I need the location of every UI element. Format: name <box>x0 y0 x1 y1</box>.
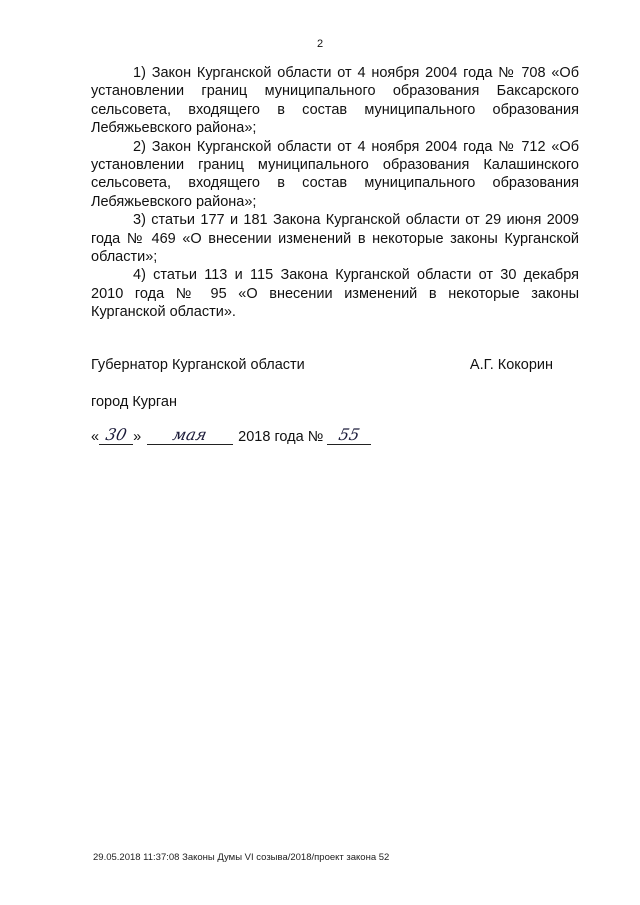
close-quote: » <box>133 429 142 445</box>
date-line <box>91 426 371 445</box>
footer-file-path: 29.05.2018 11:37:08 Законы Думы VI созыва/2018/проект закона 52 <box>93 852 390 863</box>
list-item-4: 4) статьи 113 и 115 Закона Курганской области от 30 декабря 2010 года № 95 «О внесении изменений в некоторые законы Курганской области». <box>91 267 579 321</box>
open-quote: « <box>91 429 100 445</box>
signatory-name: А.Г. Кокорин <box>469 357 553 373</box>
handwritten-month: мая <box>171 425 209 444</box>
page-number: 2 <box>316 38 324 50</box>
month-field <box>147 426 233 445</box>
year-text: 2018 года № <box>238 429 324 445</box>
handwritten-number: 55 <box>337 425 362 444</box>
list-item-1: 1) Закон Курганской области от 4 ноября 2004 года № 708 «Об установлении границ муниципального образования Баксарского сельсовета, входящего в состав муниципального образования Лебяжьевского района»; <box>91 65 579 137</box>
list-item-2: 2) Закон Курганской области от 4 ноября 2004 года № 712 «Об установлении границ муниципального образования Калашинского сельсовета, входящего в состав муниципального образования Лебяжьевского района»; <box>91 138 579 210</box>
city-line: город Курган <box>91 394 177 410</box>
number-field <box>327 426 371 445</box>
list-item-3: 3) статьи 177 и 181 Закона Курганской области от 29 июня 2009 года № 469 «О внесении изменений в некоторые законы Курганской области»; <box>91 212 579 266</box>
day-field <box>99 426 133 445</box>
signature-block <box>91 357 553 373</box>
handwritten-day: 30 <box>103 425 129 444</box>
law-list <box>91 64 579 322</box>
signatory-position: Губернатор Курганской области <box>91 357 305 373</box>
